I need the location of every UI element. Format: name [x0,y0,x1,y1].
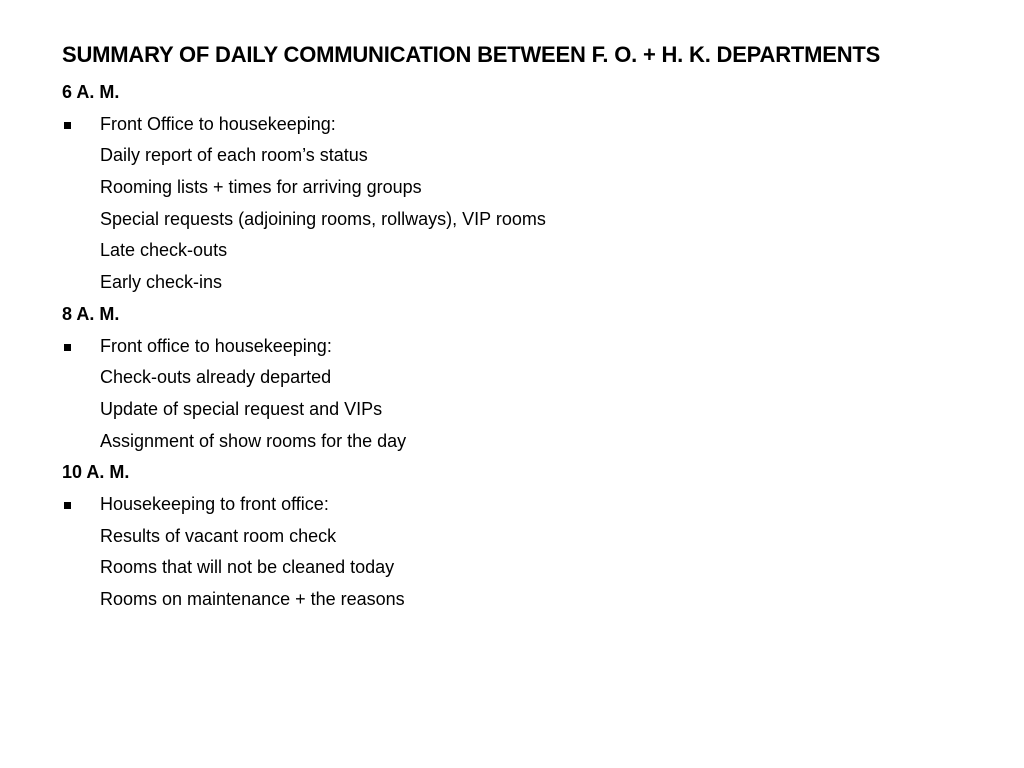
list-item: Rooms on maintenance + the reasons [100,589,405,609]
bullet-text: Front Office to housekeeping: [100,113,336,134]
list-item: Assignment of show rooms for the day [100,430,407,451]
list-item: Early check-ins [100,272,223,293]
section-time: 10 A. M. [62,462,130,483]
list-item: Rooms that will not be cleaned today [100,557,395,578]
square-bullet-icon [64,344,71,351]
list-item: Late check-outs [100,240,228,261]
list-item: Results of vacant room check [100,525,337,546]
square-bullet-icon [64,502,71,509]
list-item: Rooming lists + times for arriving groups [100,177,422,198]
slide-title: SUMMARY OF DAILY COMMUNICATION BETWEEN F. O. + H. K. DEPARTMENTS [62,42,881,67]
list-item: Daily report of each room’s status [100,145,368,166]
section-6am [62,77,962,299]
bullet-text: Housekeeping to front office: [100,493,329,514]
bullet-item [62,109,962,141]
list-item: Check-outs already departed [100,367,332,388]
section-10am [62,457,962,615]
slide-content [62,38,962,616]
list-item: Special requests (adjoining rooms, rollways), VIP rooms [100,208,546,229]
bullet-text: Front office to housekeeping: [100,335,332,356]
section-8am [62,299,962,457]
section-time: 6 A. M. [62,82,120,102]
bullet-item [62,489,962,521]
list-item: Update of special request and VIPs [100,398,383,419]
section-time: 8 A. M. [62,303,120,324]
square-bullet-icon [64,122,71,129]
bullet-item [62,331,962,363]
